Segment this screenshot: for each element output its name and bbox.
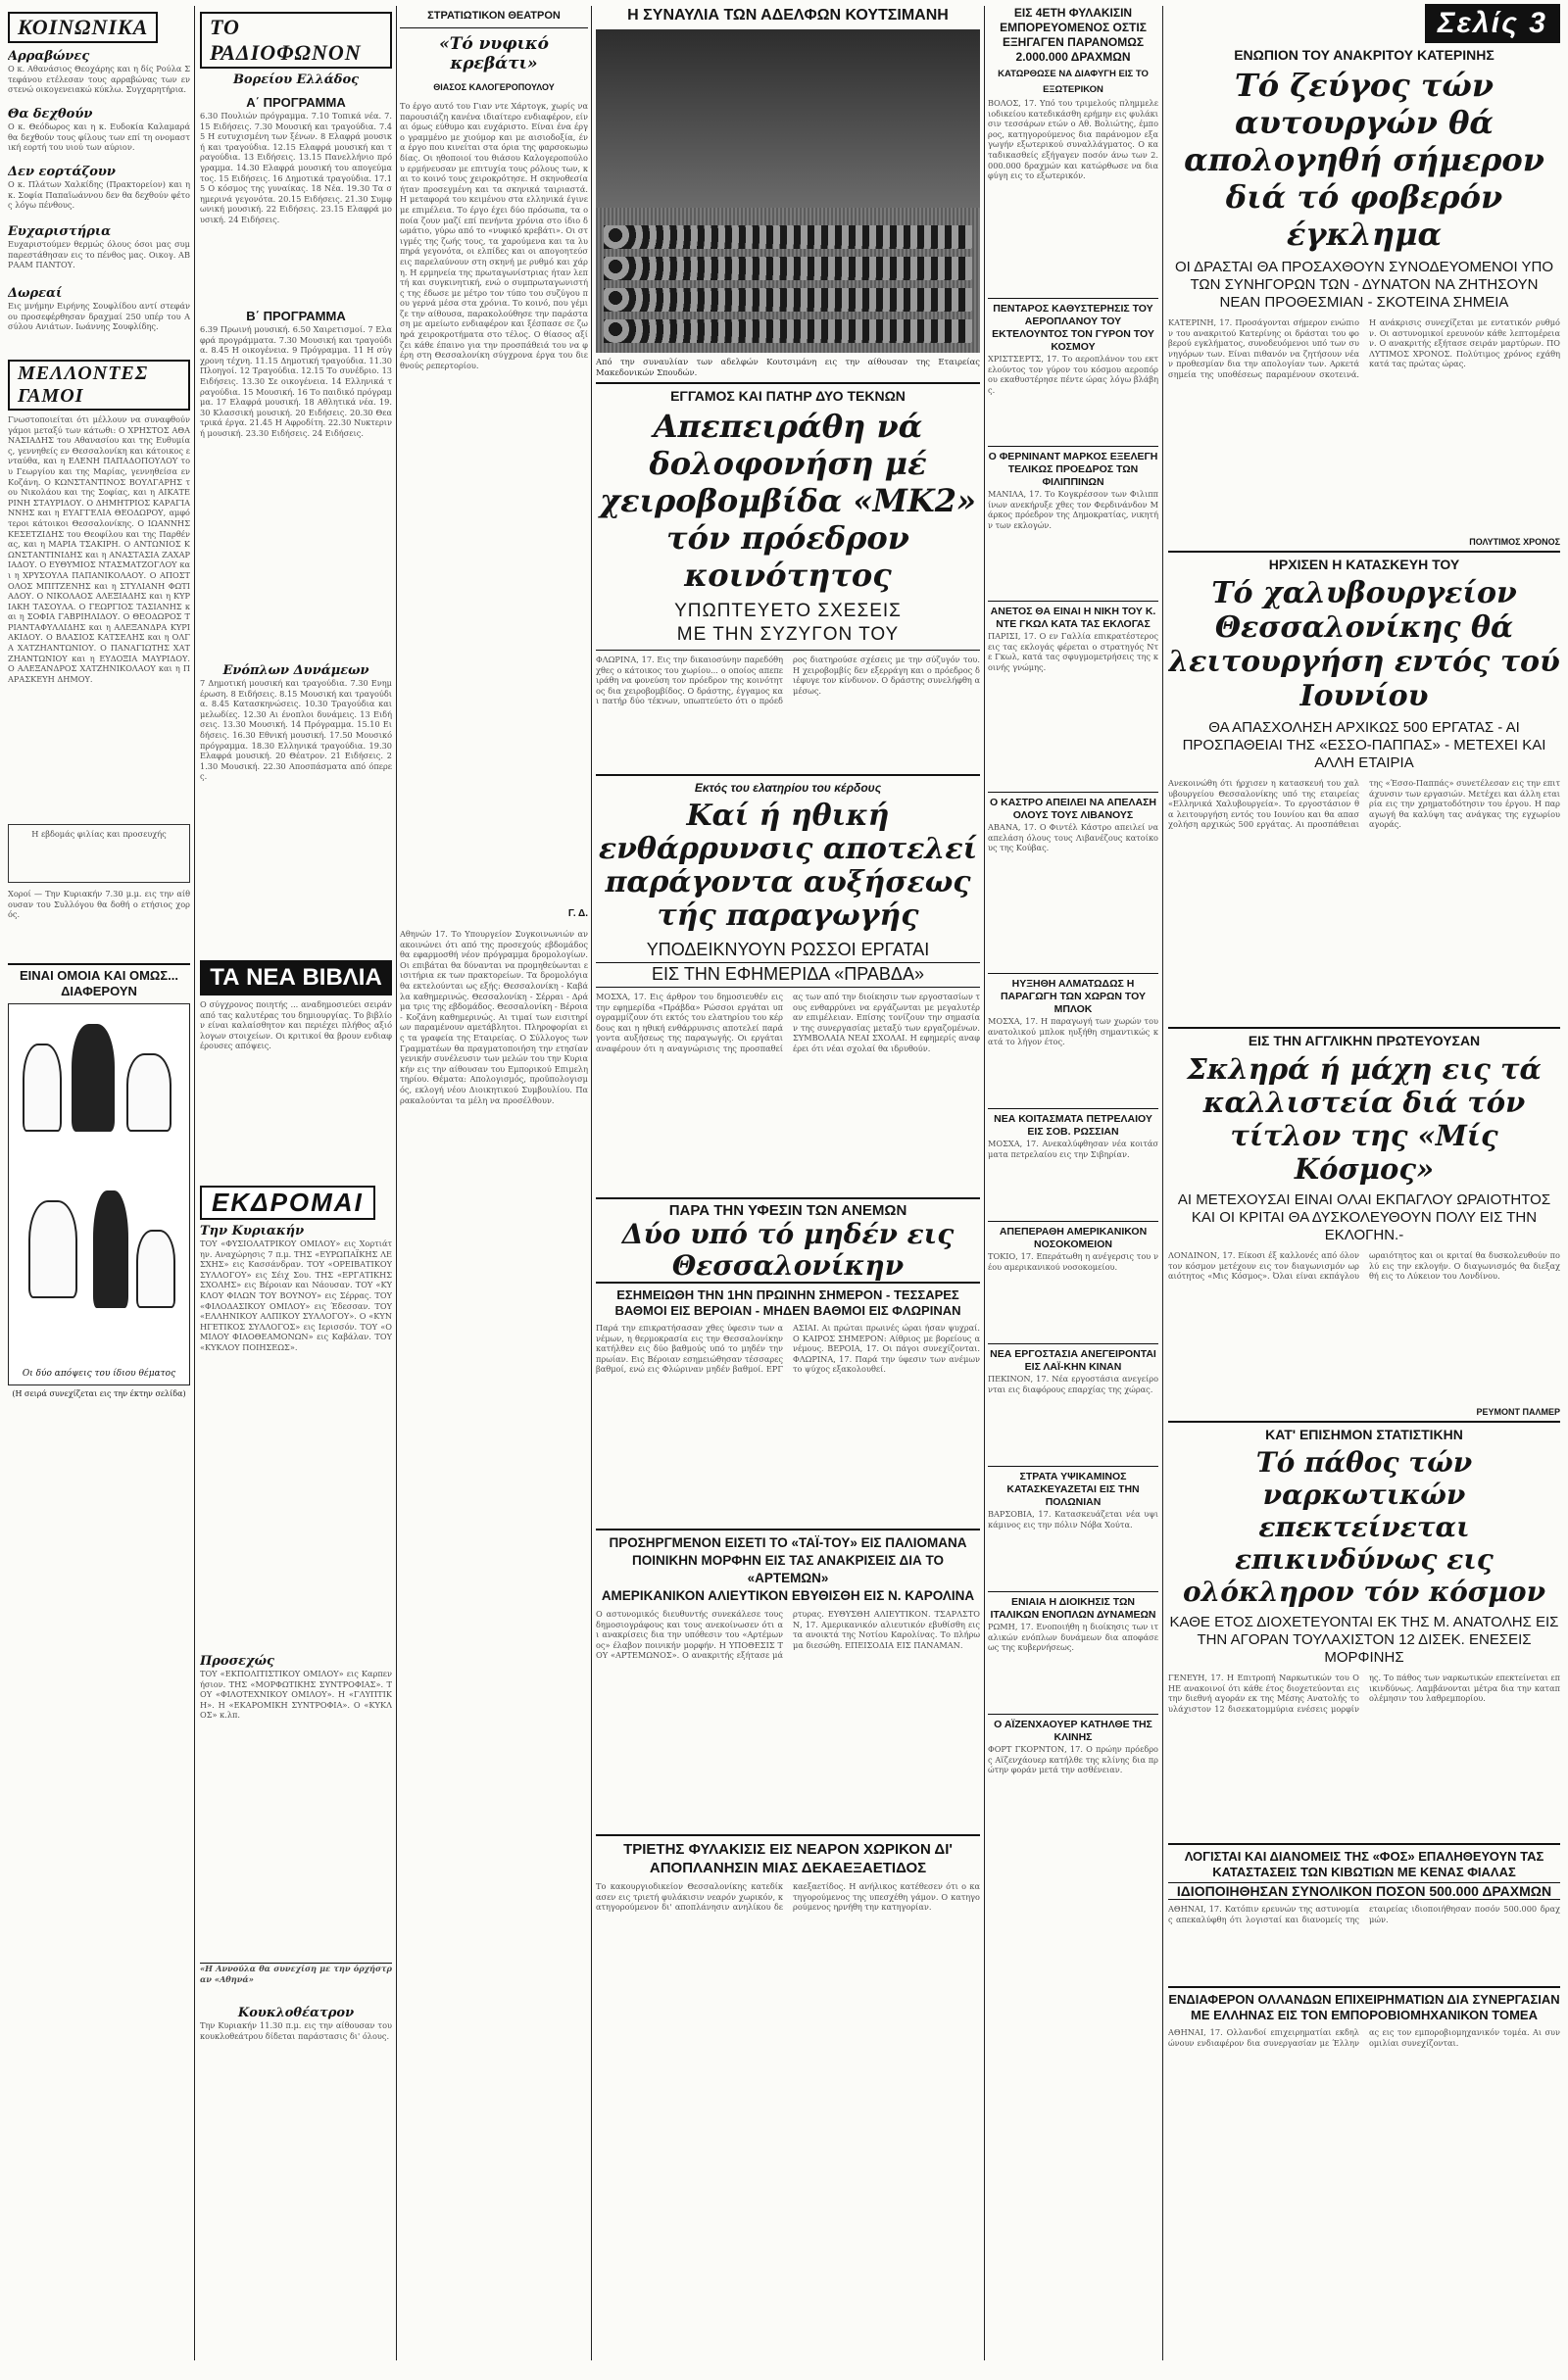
rule: [988, 601, 1158, 602]
excursion-listing: ΤΟΥ «ΦΥΣΙΟΛΑΤΡΙΚΟΥ ΟΜΙΛΟΥ» εις Χορτιάτην. Αναχώρησις 7 π.μ. ΤΗΣ «ΕΥΡΩΠΑΪΚΗΣ ΛΕΣΧΗΣ» εις Κασσάνδραν. ΤΟΥ «ΟΡΕΙΒΑΤΙΚΟΥ ΣΥΛΛΟΓΟΥ» εις Σέιχ Σου. ΤΗΣ «ΕΡΓΑΤΙΚΗΣ ΣΧΟΛΗΣ» εις Βέροιαν και Νάουσαν. ΤΟΥ «ΚΥΚΛΟΥ ΦΙΛΩΝ ΤΟΥ ΒΟΥΝΟΥ» εις Σέρρας. ΤΟΥ «ΦΙΛΟΔΑΣΙΚΟΥ ΟΜΙΛΟΥ» εις Έδεσσαν. ΤΟΥ «ΕΛΛΗΝΙΚΟΥ ΑΛΠΙΚΟΥ ΣΥΛΛΟΓΟΥ». Ο «ΚΥΝΗΓΕΤΙΚΟΣ ΣΥΛΛΟΓΟΣ» εις Ιερισσόν. ΤΟΥ «ΟΜΙΛΟΥ ΦΙΛΟΘΕΑΜΟΝΩΝ» εις Καβάλαν. ΤΟΥ «ΚΥΚΛΟΥ ΠΟΙΗΣΕΩΣ».: [200, 1239, 392, 1352]
rule: [988, 1108, 1158, 1109]
rule: [1168, 551, 1560, 553]
column-radio: [200, 0, 392, 2380]
rule: [988, 973, 1158, 974]
text-block: «Η Αννούλα θα συνεχίση με την όρχήστραν «Αθηνά»: [200, 1963, 392, 2002]
rule: [988, 446, 1158, 447]
rule: [988, 298, 1158, 299]
prison-article: Το κακουργιοδικείον Θεσσαλονίκης κατεδίκασεν εις τριετή φυλάκισιν νεαρόν χωρικόν, κατηγορούμενον δι' αποπλάνησιν ανηλίκου δεκαεξαετίδος. Η ανήλικος κατέθεσεν ότι ο κατηγορούμενος της υπεσχέθη γάμον. Ο κατηγορούμενος ηρνήθη την κατηγορίαν.: [596, 1881, 980, 1913]
wind-kicker: ΠΑΡΑ ΤΗΝ ΥΦΕΣΙΝ ΤΩΝ ΑΝΕΜΩΝ: [668, 1202, 907, 1219]
text-block: Γνωστοποιείται ότι μέλλουν να συναφθούν γάμοι μεταξύ των κάτωθι: Ο ΧΡΗΣΤΟΣ ΑΘΑΝΑΣΙΑΔΗΣ του Αθανασίου και της Ευθυμίας, γεννηθείς εν Θεσσαλονίκη και κάτοικος ενταύθα, και η ΕΛΕΝΗ ΠΑΠΑΔΟΠΟΥΛΟΥ του Γεωργίου και της Μαρίας, γεννηθείσα εν Κοζάνη. Ο ΚΩΝΣΤΑΝΤΙΝΟΣ ΒΟΥΛΓΑΡΗΣ του Νικολάου και της Σοφίας, και η ΑΙΚΑΤΕΡΙΝΗ ΣΤΑΥΡΙΔΟΥ. Ο ΔΗΜΗΤΡΙΟΣ ΚΑΡΑΓΙΑΝΝΗΣ και η ΕΥΑΓΓΕΛΙΑ ΘΕΟΔΩΡΟΥ, αμφότεροι κάτοικοι Θεσσαλονίκης. Ο ΙΩΑΝΝΗΣ ΚΕΣΕΤΖΙΔΗΣ του Θεοφίλου και της Παρθένας, και η ΜΑΡΙΑ ΤΣΑΚΙΡΗ. Ο ΑΝΤΩΝΙΟΣ ΚΩΝΣΤΑΝΤΙΝΙΔΗΣ και η ΑΝΑΣΤΑΣΙΑ ΖΑΧΑΡΙΑΔΟΥ. Ο ΕΥΘΥΜΙΟΣ ΝΤΑΣΜΑΤΖΟΓΛΟΥ και η ΧΡΥΣΟΥΛΑ ΠΑΠΑΝΙΚΟΛΑΟΥ. Ο ΑΠΟΣΤΟΛΟΣ ΜΠΙΤΖΕΝΗΣ και η ΣΤΥΛΙΑΝΗ ΦΩΤΙΑΔΟΥ. Ο ΝΙΚΟΛΑΟΣ ΑΛΕΞΙΑΔΗΣ και η ΚΥΡΙΑΚΗ ΤΑΣΟΥΛΑ. Ο ΓΕΩΡΓΙΟΣ ΤΑΣΙΑΝΗΣ και η ΣΟΦΙΑ ΓΑΒΡΙΗΛΙΔΟΥ. Ο ΘΕΟΔΩΡΟΣ ΤΡΙΑΝΤΑΦΥΛΛΙΔΗΣ και η ΑΛΕΞΑΝΔΡΑ ΚΥΡΙΑΚΙΔΟΥ. Ο ΒΛΑΣΙΟΣ ΚΑΤΣΕΛΗΣ και η ΟΛΓΑ ΧΑΤΖΗΑΝΤΩΝΙΟΥ. Ο ΠΑΝΑΓΙΩΤΗΣ ΧΑΤΖΗΑΝΤΩΝΙΟΥ και η ΕΥΔΟΞΙΑ ΜΑΥΡΙΔΟΥ. Ο ΑΛΕΞΑΝΔΡΟΣ ΧΑΤΖΗΝΙΚΟΛΑΟΥ και η ΠΑΡΑΣΚΕΥΗ ΔΗΜΟΥ.: [8, 414, 190, 684]
photo-stage: [596, 29, 980, 208]
eisenhower-headline: Ο ΑΪΖΕΝΧΑΟΥΕΡ ΚΑΤΗΛΘΕ ΤΗΣ ΚΛΙΝΗΣ: [994, 1719, 1152, 1743]
profit-article: ΜΟΣΧΑ, 17. Εις άρθρον του δημοσιευθέν εις την εφημερίδα «Πράβδα» Ρώσσοι εργάται υπογραμμίζουν ότι εκτός του ελατηρίου του κέρδους και η ηθική ενθάρρυνσις αποτελεί παράγοντα αυξήσεως της παραγωγής. Οι εργάται αναφέρουν ότι η αναγνώρισις της προσπαθείας των από την διοίκησιν των εργοστασίων τους ενθαρρύνει να εργάζωνται με μεγαλυτέραν επιμέλειαν. Επίσης τονίζουν την σημασίαν της συνεργασίας μεταξύ των εργαζομένων. ΣΥΜΒΟΛΑΙΑ ΝΕΑΙ ΣΧΟΛΑΙ. Η εφημερίς αναφέρει ότι νέαι σχολαί θα ιδρυθούν.: [596, 992, 980, 1053]
theatre-title: «Τό νυφικό κρεβάτι»: [439, 34, 549, 73]
rule: [596, 1197, 980, 1199]
attempt-deck-1: ΥΠΩΠΤΕΥΕΤΟ ΣΧΕΣΕΙΣ: [674, 601, 902, 621]
text-block: Αθηνών 17. Το Υπουργείον Συγκοινωνιών ανακοινώνει ότι από της προσεχούς εβδομάδος θα εφαρμοσθή νέον πρόγραμμα δρομολογίων. Οι επιβάται θα δύνανται να προμηθεύωνται εισιτήρια εκ των πρακτορείων. Τα δρομολόγια θα εκτελούνται ως εξής: Θεσσαλονίκη - Καβάλα καθημερινώς. Θεσσαλονίκη - Σέρραι - Δράμα τρις της εβδομάδος. Θεσσαλονίκη - Βέροια - Κοζάνη καθημερινώς. Αι τιμαί των εισιτηρίων παραμένουν αμετάβλητοι. Πληροφορίαι εις τα γραφεία της Εταιρείας. Ο Σύλλογος των Γραμματέων θα πραγματοποιήση την ετησίαν γενικήν συνέλευσιν των μελών του την Κυριακήν εις την αίθουσαν του Εμπορικού Επιμελητηρίου. Θέματα: Απολογισμός, προϋπολογισμός, εκλογή νέου Διοικητικού Συμβουλίου. Παρακαλούνται τα μέλη να προσέλθουν.: [400, 929, 588, 1105]
italy-headline: ΕΝΙΑΙΑ Η ΔΙΟΙΚΗΣΙΣ ΤΩΝ ΙΤΑΛΙΚΩΝ ΕΝΟΠΛΩΝ ΔΥΝΑΜΕΩΝ: [990, 1596, 1156, 1621]
text-block: Ο κ. Θεόδωρος και η κ. Ευδοκία Καλαμαρά θα δεχθούν τους φίλους των επί τη ονομαστική εορτή του υιού των αύριον.: [8, 121, 190, 153]
rule: [988, 1343, 1158, 1344]
attempt-headline: Απεπειράθη νά δολοφονήση μέ χειροβομβίδα «ΜΚ2» τόν πρόεδρον κοινότητος: [600, 408, 976, 594]
concert-headline: Η ΣΥΝΑΥΛΙΑ ΤΩΝ ΑΔΕΛΦΩΝ ΚΟΥΤΣΙΜΑΝΗ: [627, 7, 949, 24]
text-block: Την Κυριακήν 11.30 π.μ. εις την αίθουσαν του κουκλοθεάτρου δίδεται παράστασις δι' όλους.: [200, 2020, 392, 2041]
hospital-headline: ΑΠΕΠΕΡΑΘΗ ΑΜΕΡΙΚΑΝΙΚΟΝ ΝΟΣΟΚΟΜΕΙΟΝ: [999, 1226, 1148, 1250]
article-text: ΤΟΚΙΟ, 17. Επεράτωθη η ανέγερσις του νέου αμερικανικού νοσοκομείου.: [988, 1251, 1158, 1272]
excursions-subtitle: Την Κυριακήν: [200, 1224, 305, 1239]
criminal-article: Ο αστυνομικός διευθυντής συνεκάλεσε τους δημοσιογράφους και τους ανεκοίνωσεν ότι αι ανακρίσεις δια την υπόθεσιν του «Αρτέμωνος» έλαβον ποινικήν μορφήν. Η ΥΠΟΘΕΣΙΣ ΤΟΥ «ΑΡΤΕΜΩΝΟΣ». Ο ανακριτής εξήτασε μάρτυρας. ΕΥΘΥΣΘΗ ΑΛΙΕΥΤΙΚΟΝ. ΤΣΑΡΛΣΤΟΝ, 17. Αμερικανικόν αλιευτικόν εβυθίσθη εις τα ανοικτά της Νοτίου Καρολίνας. Το πλήρωμα διεσώθη. ΕΠΕΙΣΟΔΙΑ ΕΙΣ ΠΑΝΑΜΑΝ.: [596, 1609, 980, 1661]
text-block: Ο κ. Αθανάσιος Θεοχάρης και η δίς Ρούλα Στεφάνου ετέλεσαν τους αρραβώνας των εν στενώ οικογενειακώ κύκλω. Συγχαρητήρια.: [8, 64, 190, 95]
trial-signature: ΠΟΛΥΤΙΜΟΣ ΧΡΟΝΟΣ: [1469, 537, 1560, 547]
cartoon-figure: [28, 1200, 77, 1298]
boxed-notice: Η εβδομάς φιλίας και προσευχής: [8, 824, 190, 883]
cartoon-figure: [126, 1053, 172, 1132]
social-section-title: ΚΟΙΝΩΝΙΚΑ: [8, 12, 158, 43]
photo-caption: Από την συναυλίαν των αδελφών Κουτσιμάνη εις την αίθουσαν της Εταιρείας Μακεδονικών Σπουδών.: [596, 357, 980, 377]
column-rule: [1162, 6, 1163, 2360]
article-text: ΜΑΝΙΛΑ, 17. Το Κογκρέσσον των Φιλιππίνων ανεκήρυξε χθες τον Φερδινάνδον Μάρκος πρόεδρον της Δημοκρατίας, νικητήν των εκλογών.: [988, 489, 1158, 530]
profit-deck-2: ΕΙΣ ΤΗΝ ΕΦΗΜΕΡΙΔΑ «ΠΡΑΒΔΑ»: [596, 963, 980, 988]
new-books-title: ΤΑ ΝΕΑ ΒΙΒΛΙΑ: [200, 960, 392, 996]
text-block: Εις μνήμην Ειρήνης Σουφλίδου αντί στεφάνου προσεφέρθησαν δραχμαί 250 υπέρ του Ασύλου Ανιάτων. Ιωάννης Σουφλίδης.: [8, 301, 190, 332]
cartoon-illustration: [8, 1003, 190, 1385]
excursions-title: ΕΚΔΡΟΜΑΙ: [200, 1186, 375, 1220]
lottery-headline: ΛΟΓΙΣΤΑΙ ΚΑΙ ΔΙΑΝΟΜΕΙΣ ΤΗΣ «ΦΟΣ» ΕΠΑΛΗΘΕΥΟΥΝ ΤΑΣ ΚΑΤΑΣΤΑΣΕΙΣ ΤΩΝ ΚΙΒΩΤΙΩΝ ΜΕ ΚΕΝΑΣ ΦΙΑΛΑΣ: [1184, 1849, 1544, 1879]
cartoon-title: ΕΙΝΑΙ ΟΜΟΙΑ ΚΑΙ ΟΜΩΣ... ΔΙΑΦΕΡΟΥΝ: [8, 963, 190, 999]
page-number-label: Σελίς 3: [1425, 4, 1560, 43]
steel-deck: ΘΑ ΑΠΑΣΧΟΛΗΣΗ ΑΡΧΙΚΩΣ 500 ΕΡΓΑΤΑΣ - ΑΙ ΠΡΟΣΠΑΘΕΙΑΙ ΤΗΣ «ΕΣΣΟ-ΠΑΠΠΑΣ» - ΜΕΤΕΧΕΙ ΚΑΙ ΑΛΛΗ ΕΤΑΙΡΙΑ: [1182, 719, 1546, 771]
criminal-headline: ΠΟΙΝΙΚΗΝ ΜΟΡΦΗΝ ΕΙΣ ΤΑΣ ΑΝΑΚΡΙΣΕΙΣ ΔΙΑ ΤΟ «ΑΡΤΕΜΩΝ»: [632, 1553, 944, 1585]
radio-subtitle: Βορείου Ελλάδος: [232, 73, 360, 87]
upcoming-weddings-title: ΜΕΛΛΟΝΤΕΣ ΓΑΜΟΙ: [8, 360, 190, 411]
photo-audience-row: [604, 257, 972, 280]
article-text: ΜΟΣΧΑ, 17. Ανεκαλύφθησαν νέα κοιτάσματα πετρελαίου εις την Σιβηρίαν.: [988, 1139, 1158, 1159]
wind-deck: ΕΣΗΜΕΙΩΘΗ ΤΗΝ 1ΗΝ ΠΡΩΙΝΗΝ ΣΗΜΕΡΟΝ - ΤΕΣΣΑΡΕΣ ΒΑΘΜΟΙ ΕΙΣ ΒΕΡΟΙΑΝ - ΜΗΔΕΝ ΒΑΘΜΟΙ ΕΙΣ ΦΛΩΡΙΝΑΝ: [614, 1287, 961, 1318]
rule: [988, 1466, 1158, 1467]
photo-audience-row: [604, 319, 972, 343]
theatre-review: Το έργο αυτό του Γιαν ντε Χάρτογκ, χωρίς να παρουσιάζη κανένα ιδιαίτερο ενδιαφέρον, είναι όμως εύθυμο και ευχάριστο. Είναι ένα έργο γραμμένο με χιούμορ και με αισιοδοξία, ένα έργο που κινείται στα όρια της φαρσοκωμωδίας. Οι ηθοποιοί του θιάσου Καλογεροπούλου ερμήνευσαν με επιτυχία τους ρόλους των, και το κοινό τους χειροκρότησε. Η σκηνοθεσία ήταν προσεγμένη και τα σκηνικά ταιριαστά. Η μεταφορά του κειμένου στα ελληνικά έγινε με επιμέλεια. Το έργο έχει δύο πρόσωπα, τα οποία ζουν μαζί επί πενήντα χρόνια στο ίδιο δωμάτιο, γύρω από το «νυφικό κρεβάτι». Οι στιγμές της ζωής τους, τα χαρούμενα και τα λυπηρά γεγονότα, οι ελπίδες και οι απογοητεύσεις παρελαύνουν στη σκηνή με ρυθμό και χάρη. Η ερμηνεία της πρωταγωνίστριας ήταν λεπτή και συγκινητική, ενώ ο συμπρωταγωνιστής της έδωσε με μέτρο τον τύπο του συζύγου που γερνά μέσα στα χρόνια. Το κοινό, που γέμιζε την αίθουσα, παρακολούθησε την παράσταση με αμείωτο ενδιαφέρον και ξέσπασε σε ζωηρά χειροκροτήματα στο τέλος. Ο θίασος αξίζει κάθε έπαινο για την προσπάθειά του να φέρη στη Θεσσαλονίκη σύγχρονα έργα του διεθνούς ρεπερτορίου.: [400, 101, 588, 370]
oil-headline: ΝΕΑ ΚΟΙΤΑΣΜΑΤΑ ΠΕΤΡΕΛΑΙΟΥ ΕΙΣ ΣΟΒ. ΡΩΣΣΙΑΝ: [994, 1113, 1152, 1138]
dutch-article: ΑΘΗΝΑΙ, 17. Ολλανδοί επιχειρηματίαι εκδηλώνουν ενδιαφέρον δια συνεργασίαν με Έλληνας εις τον εμποροβιομηχανικόν τομέα. Αι συνομιλίαι συνεχίζονται.: [1168, 2027, 1560, 2048]
article-text: ΦΟΡΤ ΓΚΟΡΝΤΟΝ, 17. Ο πρώην πρόεδρος Αϊζενχάουερ κατήλθε της κλίνης δια πρώτην φοράν μετά την ασθένειαν.: [988, 1744, 1158, 1775]
aleutian-headline: ΑΜΕΡΙΚΑΝΙΚΟΝ ΑΛΙΕΥΤΙΚΟΝ ΕΒΥΘΙΣΘΗ ΕΙΣ Ν. ΚΑΡΟΛΙΝΑ: [601, 1588, 975, 1603]
article-text: ΜΟΣΧΑ, 17. Η παραγωγή των χωρών του ανατολικού μπλοκ ηυξήθη σημαντικώς κατά το λήγον έτος.: [988, 1016, 1158, 1047]
photo-audience-row: [604, 225, 972, 249]
trial-kicker: ΕΝΩΠΙΟΝ ΤΟΥ ΑΝΑΚΡΙΤΟΥ ΚΑΤΕΡΙΝΗΣ: [1234, 47, 1494, 63]
miss-headline: Σκληρά ή μάχη εις τά καλλιστεία διά τόν τίτλον της «Μίς Κόσμος»: [1187, 1052, 1542, 1186]
engagements-heading: Αρραβώνες: [8, 49, 90, 64]
marcos-headline: Ο ΦΕΡΝΙΝΑΝΤ ΜΑΡΚΟΣ ΕΞΕΛΕΓΗ ΤΕΛΙΚΩΣ ΠΡΟΕΔΡΟΣ ΤΩΝ ΦΙΛΙΠΠΙΝΩΝ: [988, 451, 1158, 488]
program-a-heading: Α΄ ΠΡΟΓΡΑΜΜΑ: [246, 95, 346, 110]
program-b-heading: Β΄ ΠΡΟΓΡΑΜΜΑ: [246, 309, 346, 323]
rule: [988, 1221, 1158, 1222]
article-text: ΧΡΙΣΤΣΕΡΤΣ, 17. Το αεροπλάνον του εκτελούντος τον γύρον του κόσμου αεροπόρου εκαθυστέρησε πέντε ώρας λόγω βλάβης.: [988, 354, 1158, 395]
trial-headline: Τό ζεύγος τών αυτουργών θά απολογηθή σήμερον διά τό φοβερόν έγκλημα: [1184, 67, 1544, 253]
rule: [596, 1834, 980, 1836]
puppet-theatre-heading: Κουκλοθέατρον: [237, 2006, 355, 2020]
column-rule: [396, 6, 397, 2360]
miss-signature: ΡΕΥΜΟΝΤ ΠΑΛΜΕΡ: [1476, 1407, 1560, 1417]
donations-heading: Δωρεαί: [8, 286, 63, 301]
tailing-headline: ΠΡΟΣΗΡΓΜΕΝΟΝ ΕΙΣΕΤΙ ΤΟ «ΤΑΪ-ΤΟΥ» ΕΙΣ ΠΑΛΙΟΜΑΝΑ: [609, 1535, 967, 1550]
text-block: Χοροί — Την Κυριακήν 7.30 μ.μ. εις την αίθουσαν του Συλλόγου θα δοθή ο ετήσιος χορός.: [8, 889, 190, 920]
armed-forces-heading: Ενόπλων Δυνάμεων: [222, 663, 369, 678]
cartoon-caption: Οι δύο απόψεις του ίδιου θέματος: [22, 1369, 176, 1379]
lottery-deck: ΙΔΙΟΠΟΙΗΘΗΣΑΝ ΣΥΝΟΛΙΚΟΝ ΠΟΣΟΝ 500.000 ΔΡΑΧΜΩΝ: [1168, 1882, 1560, 1900]
rule: [596, 774, 980, 776]
drug-article: ΓΕΝΕΥΗ, 17. Η Επιτροπή Ναρκωτικών του ΟΗΕ ανακοινοί ότι κάθε έτος διοχετεύονται εις την διεθνή αγοράν εκ της Μέσης Ανατολής τουλάχιστον 12 δισεκατομμύρια ενέσεις μορφίνης. Το πάθος των ναρκωτικών επεκτείνεται επικινδύνως. Λαμβάνονται μέτρα δια την καταπολέμησιν του λαθρεμπορίου.: [1168, 1673, 1560, 1714]
program-listing: 7 Δημοτική μουσική και τραγούδια. 7.30 Ενημέρωση. 8 Ειδήσεις. 8.15 Μουσική και τραγούδια. 8.45 Κατασκηνώσεις. 10.30 Τραγούδια και μελωδίες. 12.30 Αι ένοπλοι δυνάμεις. 13 Ειδήσεις. 13.30 Μουσική. 14 Πρόγραμμα. 15.10 Ειδήσεις. 16.30 Εθνική μουσική. 17.50 Μουσικό πρόγραμμα. 18.30 Ελληνικά τραγούδια. 19.30 Ελαφρά μουσική. 20 Θέατρον. 21 Ειδήσεις. 21.30 Μουσική. 22.30 Αποσπάσματα από όπερες.: [200, 678, 392, 782]
text-block: ΤΟΥ «ΕΚΠΟΛΙΤΙΣΤΙΚΟΥ ΟΜΙΛΟΥ» εις Καρπενήσιον. ΤΗΣ «ΜΟΡΦΩΤΙΚΗΣ ΣΥΝΤΡΟΦΙΑΣ». ΤΟΥ «ΦΙΛΟΤΕΧΝΙΚΟΥ ΟΜΙΛΟΥ». Η «ΓΛΥΠΤΙΚΗ». Η «ΕΚΑΡΟΜΙΚΗ ΣΥΝΤΡΟΦΙΑ». Ο «ΚΥΚΛΟΣ» κ.λπ.: [200, 1669, 392, 1721]
article-text: ΒΟΛΟΣ, 17. Υπό του τριμελούς πλημμελειοδικείου κατεδικάσθη ερήμην εις φυλάκισιν τεσσάρων ετών ο Αθ. Βολιώτης, έμπορος, κατηγορούμενος δια παράνομον εξαγωγήν εξωτερικού συναλλάγματος. Ο καταδικασθείς εξήγαγεν ποσόν άνω των 2.000.000 δραχμών και κατώρθωσε να διαφύγη εις το εξωτερικόν.: [988, 98, 1158, 181]
rule: [400, 27, 588, 28]
factory-headline: ΝΕΑ ΕΡΓΟΣΤΑΣΙΑ ΑΝΕΓΕΙΡΟΝΤΑΙ ΕΙΣ ΛΑΪ-ΚΗΝ ΚΙΝΑΝ: [990, 1348, 1156, 1373]
trial-article: ΚΑΤΕΡΙΝΗ, 17. Προσάγονται σήμερον ενώπιον του ανακριτού Κατερίνης οι δράσται του φοβερού εγκλήματος, συνοδευόμενοι υπό των συνηγόρων των. Είναι πιθανόν να ζητήσουν νέαν προθεσμίαν δια την απολογίαν των. Αρκετά σημεία της υποθέσεως παραμένουν σκοτεινά. Η ανάκρισις συνεχίζεται με εντατικόν ρυθμόν. Οι αστυνομικοί ερευνούν κάθε λεπτομέρειαν. Ο ανακριτής εξήτασε σειράν μαρτύρων. ΠΟΛΥΤΙΜΟΣ ΧΡΟΝΟΣ. Πολύτιμος χρόνος εχάθη κατά τας πρώτας ώρας.: [1168, 317, 1560, 379]
thanks-heading: Ευχαριστήρια: [8, 224, 112, 239]
wind-headline: Δύο υπό τό μηδέν εις Θεσσαλονίκην: [596, 1219, 980, 1284]
miss-deck: ΑΙ ΜΕΤΕΧΟΥΣΑΙ ΕΙΝΑΙ ΟΛΑΙ ΕΚΠΑΓΛΟΥ ΩΡΑΙΟΤΗΤΟΣ ΚΑΙ ΟΙ ΚΡΙΤΑΙ ΘΑ ΔΥΣΚΟΛΕΥΘΟΥΝ ΠΟΛΥ ΕΙΣ ΤΗΝ ΕΚΛΟΓΗΝ.-: [1177, 1191, 1551, 1243]
profit-headline: Καί ή ηθική ενθάρρυνσις αποτελεί παράγοντα αυξήσεως τής παραγωγής: [598, 799, 978, 933]
miss-article: ΛΟΝΔΙΝΟΝ, 17. Είκοσι έξ καλλονές από όλον τον κόσμον μετέχουν εις τον διαγωνισμόν ωραιότητος «Μις Κόσμος». Όλαι είναι εκπάγλου ωραιότητος και οι κριταί θα δυσκολευθούν πολύ εις την εκλογήν. Ο διαγωνισμός θα διεξαχθή εις το Λύκειον του Λονδίνου.: [1168, 1250, 1560, 1282]
steel-kicker: ΗΡΧΙΣΕΝ Η ΚΑΤΑΣΚΕΥΗ ΤΟΥ: [1268, 557, 1460, 572]
cartoon-figure: [93, 1190, 128, 1308]
degaulle-headline: ΑΝΕΤΟΣ ΘΑ ΕΙΝΑΙ Η ΝΙΚΗ ΤΟΥ Κ. ΝΤΕ ΓΚΩΛ ΚΑΤΑ ΤΑΣ ΕΚΛΟΓΑΣ: [990, 606, 1156, 630]
continued-note: (Η σειρά συνεχίζεται εις την έκτην σελίδα): [12, 1389, 186, 1398]
drug-kicker: ΚΑΤ' ΕΠΙΣΗΜΟΝ ΣΤΑΤΙΣΤΙΚΗΝ: [1265, 1427, 1463, 1442]
rule: [1168, 1986, 1560, 1988]
article-text: ΒΑΡΣΟΒΙΑ, 17. Κατασκευάζεται νέα υψικάμινος εις την πόλιν Νόβα Χούτα.: [988, 1509, 1158, 1530]
column-main: [596, 0, 980, 2380]
cartoon-figure: [136, 1230, 175, 1308]
radio-section-title: ΤΟ ΡΑΔΙΟΦΩΝΟΝ: [200, 12, 392, 69]
drug-deck: ΚΑΘΕ ΕΤΟΣ ΔΙΟΧΕΤΕΥΟΝΤΑΙ ΕΚ ΤΗΣ Μ. ΑΝΑΤΟΛΗΣ ΕΙΣ ΤΗΝ ΑΓΟΡΑΝ ΤΟΥΛΑΧΙΣΤΟΝ 12 ΔΙΣΕΚ. ΕΝΕΣΕΙΣ ΜΟΡΦΙΝΗΣ: [1169, 1614, 1559, 1666]
column-rule: [194, 6, 195, 2360]
pilots-headline: ΠΕΝΤΑΡΟΣ ΚΑΘΥΣΤΕΡΗΣΙΣ ΤΟΥ ΑΕΡΟΠΛΑΝΟΥ ΤΟΥ ΕΚΤΕΛΟΥΝΤΟΣ ΤΟΝ ΓΥΡΟΝ ΤΟΥ ΚΟΣΜΟΥ: [992, 303, 1154, 353]
rule: [988, 792, 1158, 793]
book-reviews: Ο σύγχρονος ποιητής ... αναδημοσιεύει σειράν από τας καλυτέρας του δημιουργίας. Το βιβλίον είναι καλαίσθητον και περιέχει πλήθος αξιόλογων στοιχείων. Οι κριτικοί θα βρουν ενδιαφέρουσες απόψεις.: [200, 999, 392, 1051]
steel-headline: Τό χαλυβουργείον Θεσσαλονίκης θά λειτουργήση εντός τού Ιουνίου: [1168, 576, 1560, 713]
cartoon-figure: [72, 1024, 115, 1132]
rule: [596, 382, 980, 384]
smuggler-deck: ΚΑΤΩΡΘΩΣΕ ΝΑ ΔΙΑΦΥΓΗ ΕΙΣ ΤΟ ΕΞΩΤΕΡΙΚΟΝ: [998, 69, 1149, 95]
dutch-headline: ΕΝΔΙΑΦΕΡΟΝ ΟΛΛΑΝΔΩΝ ΕΠΙΧΕΙΡΗΜΑΤΙΩΝ ΔΙΑ ΣΥΝΕΡΓΑΣΙΑΝ ΜΕ ΕΛΛΗΝΑΣ ΕΙΣ ΤΟΝ ΕΜΠΟΡΟΒΙΟΜΗΧΑΝΙΚΟΝ ΤΟΜΕΑ: [1168, 1992, 1560, 2022]
not-celebrating-heading: Δεν εορτάζουν: [8, 165, 116, 179]
coming-soon-heading: Προσεχώς: [200, 1654, 274, 1669]
receptions-heading: Θα δεχθούν: [8, 107, 93, 121]
rule: [1168, 1843, 1560, 1845]
rule: [1168, 1421, 1560, 1423]
theatre-signature: Γ. Δ.: [567, 908, 588, 919]
drug-headline: Τό πάθος τών ναρκωτικών επεκτείνεται επικινδύνως εις ολόκληρον τόν κόσμον: [1182, 1446, 1546, 1608]
prison-headline: ΤΡΙΕΤΗΣ ΦΥΛΑΚΙΣΙΣ ΕΙΣ ΝΕΑΡΟΝ ΧΩΡΙΚΟΝ ΔΙ' ΑΠΟΠΛΑΝΗΣΙΝ ΜΙΑΣ ΔΕΚΑΕΞΑΕΤΙΔΟΣ: [623, 1841, 953, 1876]
profit-deck-1: ΥΠΟΔΕΙΚΝΥΟΥΝ ΡΩΣΣΟΙ ΕΡΓΑΤΑΙ: [596, 939, 980, 963]
photo-audience-row: [604, 288, 972, 312]
miss-kicker: ΕΙΣ ΤΗΝ ΑΓΓΛΙΚΗΝ ΠΡΩΤΕΥΟΥΣΑΝ: [1248, 1033, 1481, 1048]
newspaper-page: [8, 0, 1560, 2380]
column-theatre: [400, 0, 588, 2380]
attempt-kicker: ΕΓΓΑΜΟΣ ΚΑΙ ΠΑΤΗΡ ΔΥΟ ΤΕΚΝΩΝ: [670, 388, 906, 404]
column-rule: [984, 6, 985, 2360]
trial-deck: ΟΙ ΔΡΑΣΤΑΙ ΘΑ ΠΡΟΣΑΧΘΟΥΝ ΣΥΝΟΔΕΥΟΜΕΝΟΙ ΥΠΟ ΤΩΝ ΣΥΝΗΓΟΡΩΝ ΤΩΝ - ΔΥΝΑΤΟΝ ΝΑ ΖΗΤΗΣΟΥΝ ΝΕΑΝ ΠΡΟΘΕΣΜΙΑΝ - ΣΚΟΤΕΙΝΑ ΣΗΜΕΙΑ: [1174, 259, 1554, 311]
article-text: ΠΑΡΙΣΙ, 17. Ο εν Γαλλία επικρατέστερος εις τας εκλογάς φέρεται ο στρατηγός Ντε Γκωλ, κατά τας σφυγμομετρήσεις της κοινής γνώμης.: [988, 631, 1158, 672]
profit-kicker: Εκτός του ελατηρίου του κέρδους: [694, 781, 882, 795]
steel-article: Ανεκοινώθη ότι ήρχισεν η κατασκευή του χαλυβουργείου Θεσσαλονίκης υπό της εταιρείας «Ελληνικά Χαλυβουργεία». Το εργοστάσιον θα λειτουργήση εντός του Ιουνίου και θα απασχολήση αρχικώς 500 εργάτας. Αι προσπάθειαι της «Έσσο-Παππάς» συνετέλεσαν εις την επιτάχυνσιν των εργασιών. Μετέχει και άλλη εταιρία εις την χρηματοδότησιν του έργου. Η παραγωγή θα καλύψη τας ανάγκας της εγχωρίου αγοράς.: [1168, 778, 1560, 830]
rule: [1168, 1027, 1560, 1029]
program-listing: 6.39 Πρωινή μουσική. 6.50 Χαιρετισμοί. 7 Ελαφρά προγράμματα. 7.30 Μουσική και τραγούδια. 8.45 Η οικογένεια. 9 Πρόγραμμα. 11 Η σύγχρονη τέχνη. 11.15 Δημοτική τραγούδια. 11.30 Πλοηγοί. 12 Τραγούδια. 12.15 Το συνέδριο. 13 Ειδήσεις. 13.30 Σε οικογένεια. 14 Ελληνικά τραγούδια. 15 Μουσική. 16 Το παιδικό πρόγραμμα. 17 Ελαφρά μουσική. 18 Αθλητικά νέα. 19.30 Κλασσική μουσική. 20 Ειδήσεις. 20.30 Θεατρικά έργα. 21.45 Η Αφροδίτη. 22.30 Νυκτερινή μουσική. 23.30 Ειδήσεις. 24 Ειδήσεις.: [200, 324, 392, 438]
rule: [596, 1529, 980, 1530]
poland-headline: ΣΤΡΑΤΑ ΥΨΙΚΑΜΙΝΟΣ ΚΑΤΑΣΚΕΥΑΖΕΤΑΙ ΕΙΣ ΤΗΝ ΠΟΛΩΝΙΑΝ: [1006, 1471, 1140, 1508]
rule: [988, 1591, 1158, 1592]
article-text: ΡΩΜΗ, 17. Ενοποιήθη η διοίκησις των ιταλικών ενόπλων δυνάμεων δια αποφάσεως της κυβερνήσεως.: [988, 1622, 1158, 1653]
column-right: [1168, 0, 1560, 2380]
column-rule: [591, 6, 592, 2360]
theatre-kicker: ΣΤΡΑΤΙΩΤΙΚΟΝ ΘΕΑΤΡΟΝ: [427, 10, 561, 22]
text-block: Ευχαριστούμεν θερμώς όλους όσοι μας συμπαρεστάθησαν εις το πένθος μας. Οικογ. ΑΒΡΑΑΜ ΠΑΝΤΟΥ.: [8, 239, 190, 270]
cartoon-figure: [23, 1044, 62, 1132]
wind-article: Παρά την επικρατήσασαν χθες ύφεσιν των ανέμων, η θερμοκρασία εις την Θεσσαλονίκην κατήλθεν εις δύο βαθμούς υπό το μηδέν την πρωίαν. Εις Βέροιαν εσημειώθησαν τέσσαρες βαθμοί, ενώ εις Φλώριναν μηδέν βαθμοί. ΕΡΓΑΣΙΑΙ. Αι πρώται πρωινές ώραι ήσαν ψυχραί. Ο ΚΑΙΡΟΣ ΣΗΜΕΡΟΝ: Αίθριος με βορείους ανέμους. ΒΕΡΟΙΑ, 17. Οι πάγοι συνεχίζονται. ΦΛΩΡΙΝΑ, 17. Παρά την ύφεσιν των ανέμων το ψύχος εξακολουθεί.: [596, 1323, 980, 1375]
attempt-article: ΦΛΩΡΙΝΑ, 17. Εις την δικαιοσύνην παρεδόθη χθες ο κάτοικος του χωρίου... ο οποίος απεπειράθη να φονεύση τον πρόεδρον της κοινότητος δια χειροβομβίδος. Ο δράστης, έγγαμος και πατήρ δύο τέκνων, υπωπτεύετο ότι ο πρόεδρος διατηρούσε σχέσεις με την σύζυγόν του. Η χειροβομβίς δεν εξερράγη και ο πρόεδρος διέφυγε τον κίνδυνον. Ο δράστης συνελήφθη αμέσως.: [596, 655, 980, 706]
smuggler-headline: ΕΙΣ 4ΕΤΗ ΦΥΛΑΚΙΣΙΝ ΕΜΠΟΡΕΥΟΜΕΝΟΣ ΟΣΤΙΣ ΕΞΗΓΑΓΕΝ ΠΑΡΑΝΟΜΩΣ 2.000.000 ΔΡΑΧΜΩΝ: [1000, 6, 1147, 64]
article-text: ΠΕΚΙΝΟΝ, 17. Νέα εργοστάσια ανεγείρονται εις διαφόρους επαρχίας της χώρας.: [988, 1374, 1158, 1394]
rule: [988, 1714, 1158, 1715]
article-text: ΑΒΑΝΑ, 17. Ο Φιντέλ Κάστρο απειλεί να απελάση όλους τους Λιβανέζους κατοίκους της Κούβας.: [988, 822, 1158, 853]
lottery-article: ΑΘΗΝΑΙ, 17. Κατόπιν ερευνών της αστυνομίας απεκαλύφθη ότι λογισταί και διανομείς της εταιρείας ιδιοποιήθησαν ποσόν 500.000 δραχμών.: [1168, 1904, 1560, 1924]
column-news-briefs: [988, 0, 1158, 2380]
text-block: Ο κ. Πλάτων Χαλκίδης (Πρακτορείον) και η κ. Σοφία Παπαϊωάννου δεν θα δεχθούν φέτος λόγω πένθους.: [8, 179, 190, 211]
program-listing: 6.30 Πουλιών πρόγραμμα. 7.10 Τοπικά νέα. 7.15 Ειδήσεις. 7.30 Μουσική και τραγούδια. 7.45 Η ευτυχισμένη των ξένων. 8 Ελαφρά μουσική και τραγούδια. 12.15 Ελαφρά μουσική και τραγούδια. 13 Ειδήσεις. 13.15 Πανελλήνιο πρόγραμμα. 14.30 Ελαφρά μουσική του απογεύματος. 15 Ειδήσεις. 16 Δημοτικά τραγούδια. 17.15 Ο κόσμος της γυναίκας. 18 Νέα. 19.30 Τα σημερινά γεγονότα. 20.15 Ειδήσεις. 21.30 Συμφωνική μουσική. 22 Ειδήσεις. 23.15 Ελαφρά μουσική. 24 Ειδήσεις.: [200, 111, 392, 224]
castro-headline: Ο ΚΑΣΤΡΟ ΑΠΕΙΛΕΙ ΝΑ ΑΠΕΛΑΣΗ ΟΛΟΥΣ ΤΟΥΣ ΛΙΒΑΝΟΥΣ: [990, 797, 1156, 821]
salt-headline: ΗΥΞΗΘΗ ΑΛΜΑΤΩΔΩΣ Η ΠΑΡΑΓΩΓΗ ΤΩΝ ΧΩΡΩΝ ΤΟΥ ΜΠΛΟΚ: [1000, 978, 1147, 1015]
theatre-byline: ΘΙΑΣΟΣ ΚΑΛΟΓΕΡΟΠΟΥΛΟΥ: [433, 82, 555, 92]
column-social: [8, 0, 190, 2380]
concert-photo: [596, 29, 980, 353]
attempt-deck-2: ΜΕ ΤΗΝ ΣΥΖΥΓΟΝ ΤΟΥ: [596, 623, 980, 651]
